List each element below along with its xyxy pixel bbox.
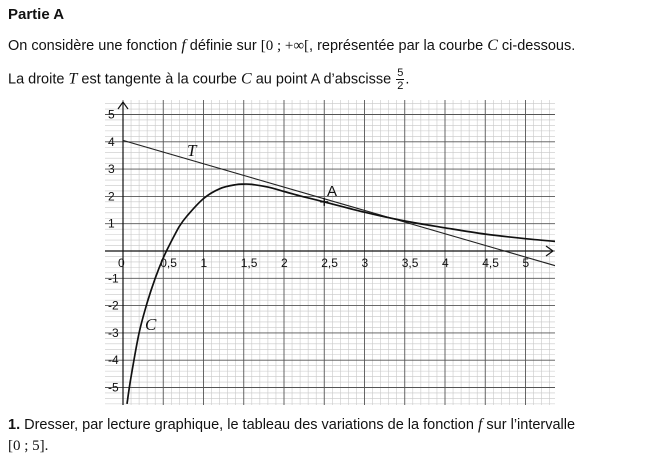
- fraction-denominator: 2: [397, 80, 404, 92]
- text-fragment: ci-dessous.: [501, 38, 576, 54]
- question-number: 1.: [8, 417, 21, 433]
- tangent-symbol: T: [68, 70, 78, 88]
- text-fragment: est tangente à la courbe: [81, 71, 237, 88]
- x-tick-label: 5: [522, 256, 530, 270]
- text-fragment: , représentée par la courbe: [309, 38, 484, 54]
- y-tick-label: -4: [108, 353, 119, 368]
- y-tick-label: 3: [108, 162, 115, 177]
- text-fragment: au point A d’abscisse: [255, 71, 392, 88]
- y-tick-label: -1: [108, 271, 119, 286]
- question-1: [8, 414, 652, 457]
- grid-major: [105, 100, 555, 405]
- x-tick-labels: [118, 256, 530, 270]
- tangent-label: T: [187, 141, 197, 160]
- y-tick-label: 4: [108, 134, 115, 149]
- x-tick-label: 3,5: [401, 256, 419, 270]
- x-tick-label: 4: [442, 256, 449, 270]
- function-symbol: f: [181, 37, 186, 54]
- curve-label: C: [145, 315, 157, 334]
- text-fragment: .: [405, 71, 410, 88]
- y-tick-label: 2: [108, 189, 115, 204]
- interval-expression: [0 ; 5].: [8, 438, 49, 454]
- function-graph: [105, 100, 555, 405]
- grid-minor: [105, 100, 555, 405]
- interval-expression: [0 ; +∞[: [260, 38, 310, 54]
- text-fragment: La droite: [8, 71, 65, 88]
- x-tick-label: 2: [281, 256, 288, 270]
- question-text: sur l’intervalle: [486, 417, 576, 433]
- y-tick-label: 5: [108, 107, 115, 122]
- y-tick-label: -2: [108, 298, 119, 313]
- y-tick-label: -3: [108, 325, 119, 340]
- x-tick-label: 0: [118, 256, 125, 270]
- intro-paragraph: [8, 37, 575, 55]
- y-tick-label: -5: [108, 380, 119, 395]
- y-tick-label: 1: [108, 216, 115, 231]
- x-tick-label: 0,5: [160, 256, 177, 270]
- tangent-paragraph: [8, 67, 409, 92]
- curve-symbol: C: [241, 70, 252, 88]
- function-symbol: f: [477, 416, 483, 433]
- x-tick-label: 1: [200, 256, 208, 270]
- point-A-label: A: [327, 183, 338, 200]
- x-tick-label: 3: [361, 256, 369, 270]
- x-tick-label: 1,5: [240, 256, 258, 270]
- x-tick-label: 4,5: [482, 256, 499, 270]
- fraction-numerator: 5: [397, 67, 404, 79]
- text-fragment: définie sur: [189, 38, 257, 54]
- fraction: [396, 67, 404, 92]
- text-fragment: On considère une fonction: [8, 38, 178, 54]
- curve-symbol: C: [487, 37, 498, 54]
- section-heading: Partie A: [8, 6, 65, 23]
- x-tick-label: 2,5: [321, 256, 338, 270]
- question-text: Dresser, par lecture graphique, le tableau des variations de la fonction: [24, 417, 474, 433]
